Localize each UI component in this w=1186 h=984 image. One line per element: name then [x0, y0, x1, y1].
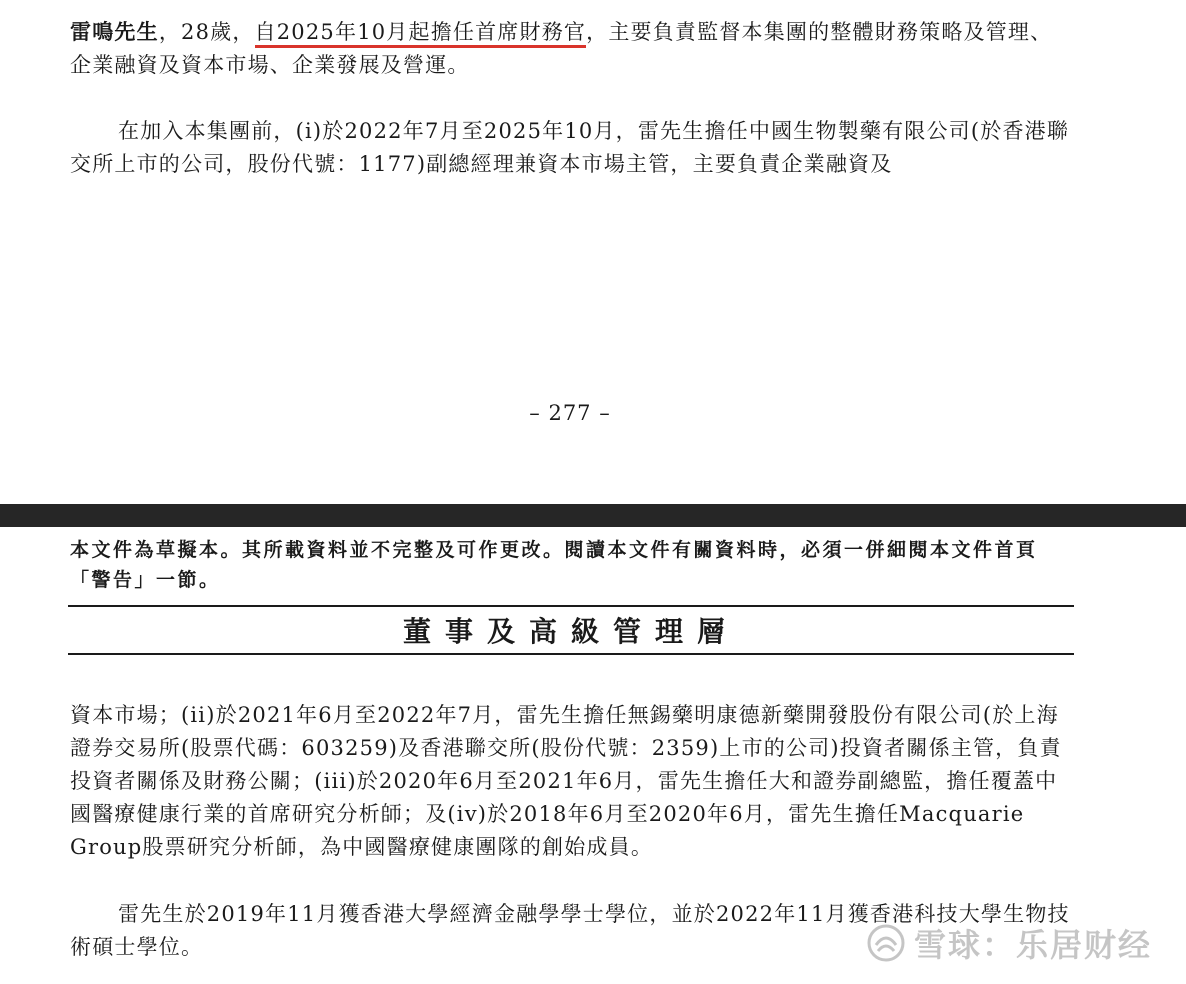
paragraph-education: 雷先生於2019年11月獲香港大學經濟金融學學士學位，並於2022年11月獲香港科技大學生物技術碩士學位。 — [70, 902, 1070, 959]
age-text: ，28歲， — [158, 20, 255, 44]
paragraph-career-history: 資本市場；(ii)於2021年6月至2022年7月，雷先生擔任無錫藥明康德新藥開發股份有限公司(於上海證券交易所(股票代碼：603259)及香港聯交所(股份代號：2359)上市的公司)投資者關係主管，負責投資者關係及財務公關；(iii)於2020年6月至2021年6月，雷先生擔任大和證券副總監，擔任覆蓋中國醫療健康行業的首席研究分析師；及(iv)於2018年6月至2020年6月，雷先生擔任Macquarie Group股票研究分析師，為中國醫療健康團隊的創始成員。 — [70, 703, 1062, 859]
watermark-text: 雪球：乐居财经 — [913, 926, 1152, 964]
person-name: 雷鳴先生 — [70, 19, 159, 44]
highlighted-cfo-text: 自2025年10月起擔任首席財務官 — [255, 20, 587, 48]
snowball-logo-icon — [866, 923, 906, 963]
responsibility-text: ，主要負責監督本集團的整體財務策略及管理、企業融資及資本市場、企業發展及營運。 — [70, 20, 1053, 77]
draft-notice: 本文件為草擬本。其所載資料並不完整及可作更改。閱讀本文件有關資料時，必須一併細閱本文件首頁「警告」一節。 — [70, 539, 1038, 591]
paragraph-prior-experience: 在加入本集團前，(i)於2022年7月至2025年10月，雷先生擔任中國生物製藥有限公司(於香港聯交所上市的公司，股份代號：1177)副總經理兼資本市場主管，主要負責企業融資及 — [70, 119, 1070, 176]
section-title: 董事及高級管理層 — [402, 615, 739, 648]
paragraph-cfo-intro — [70, 15, 1074, 82]
title-bottom-rule — [68, 653, 1074, 655]
page-divider-bar — [0, 504, 1186, 527]
watermark — [866, 920, 1152, 966]
page-number: – 277 – — [529, 401, 611, 425]
title-top-rule — [68, 605, 1074, 607]
